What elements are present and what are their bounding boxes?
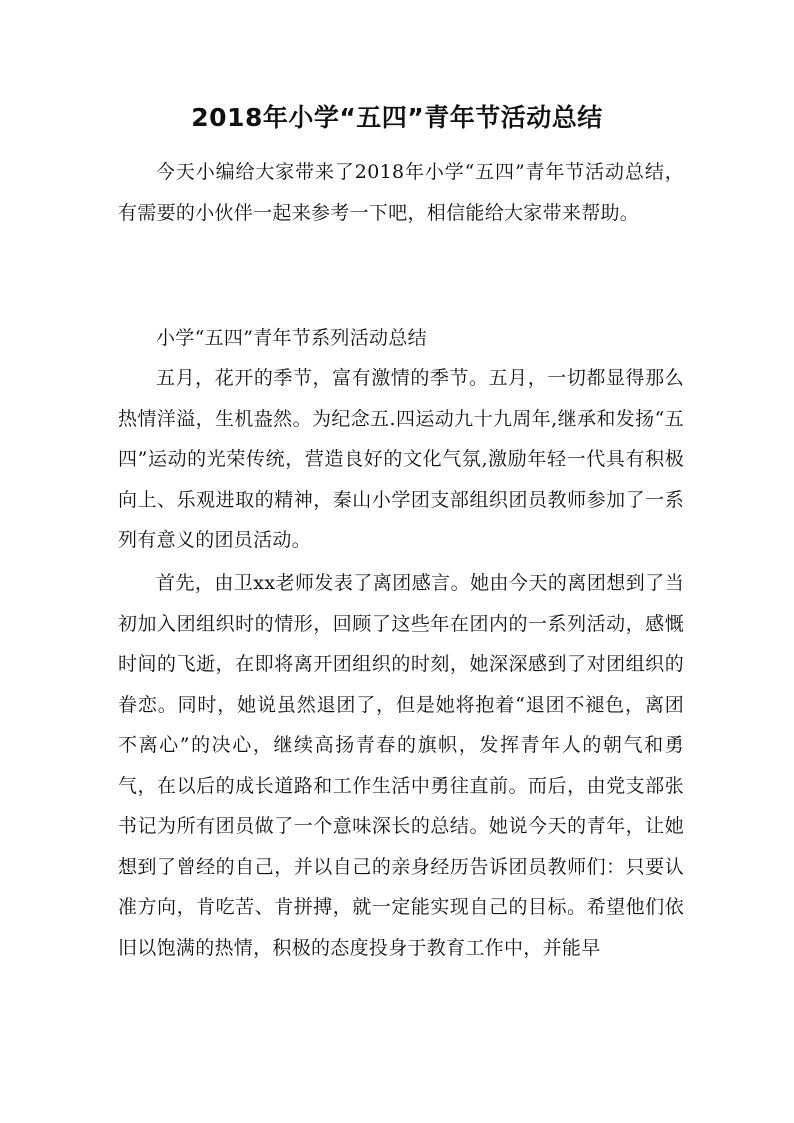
section-subheading: 小学“五四”青年节系列活动总结 [156, 327, 427, 349]
document-title: 2018年小学“五四”青年节活动总结 [191, 103, 603, 132]
body-paragraph-1: 五月，花开的季节，富有激情的季节。五月，一切都显得那么热情洋溢，生机盎然。为纪念五.四运动九十九周年,继承和发扬“五四”运动的光荣传统，营造良好的文化气氛,激励年轻一代具有积极向上、乐观进取的精神，秦山小学团支部组织团员教师参加了一系列有意义的团员活动。 [118, 367, 684, 551]
intro-paragraph: 今天小编给大家带来了2018年小学“五四”青年节活动总结，有需要的小伙伴一起来参考一下吧，相信能给大家带来帮助。 [118, 161, 684, 224]
body-paragraph-2: 首先，由卫xx老师发表了离团感言。她由今天的离团想到了当初加入团组织时的情形，回顾了这些年在团内的一系列活动，感慨时间的飞逝，在即将离开团组织的时刻，她深深感到了对团组织的眷恋。同时，她说虽然退团了，但是她将抱着“退团不褪色，离团不离心”的决心，继续高扬青春的旗帜，发挥青年人的朝气和勇气，在以后的成长道路和工作生活中勇往直前。而后，由党支部张书记为所有团员做了一个意味深长的总结。她说今天的青年，让她想到了曾经的自己，并以自己的亲身经历告诉团员教师们：只要认准方向，肯吃苦、肯拼搏，就一定能实现自己的目标。希望他们依旧以饱满的热情，积极的态度投身于教育工作中，并能早 [118, 572, 684, 959]
